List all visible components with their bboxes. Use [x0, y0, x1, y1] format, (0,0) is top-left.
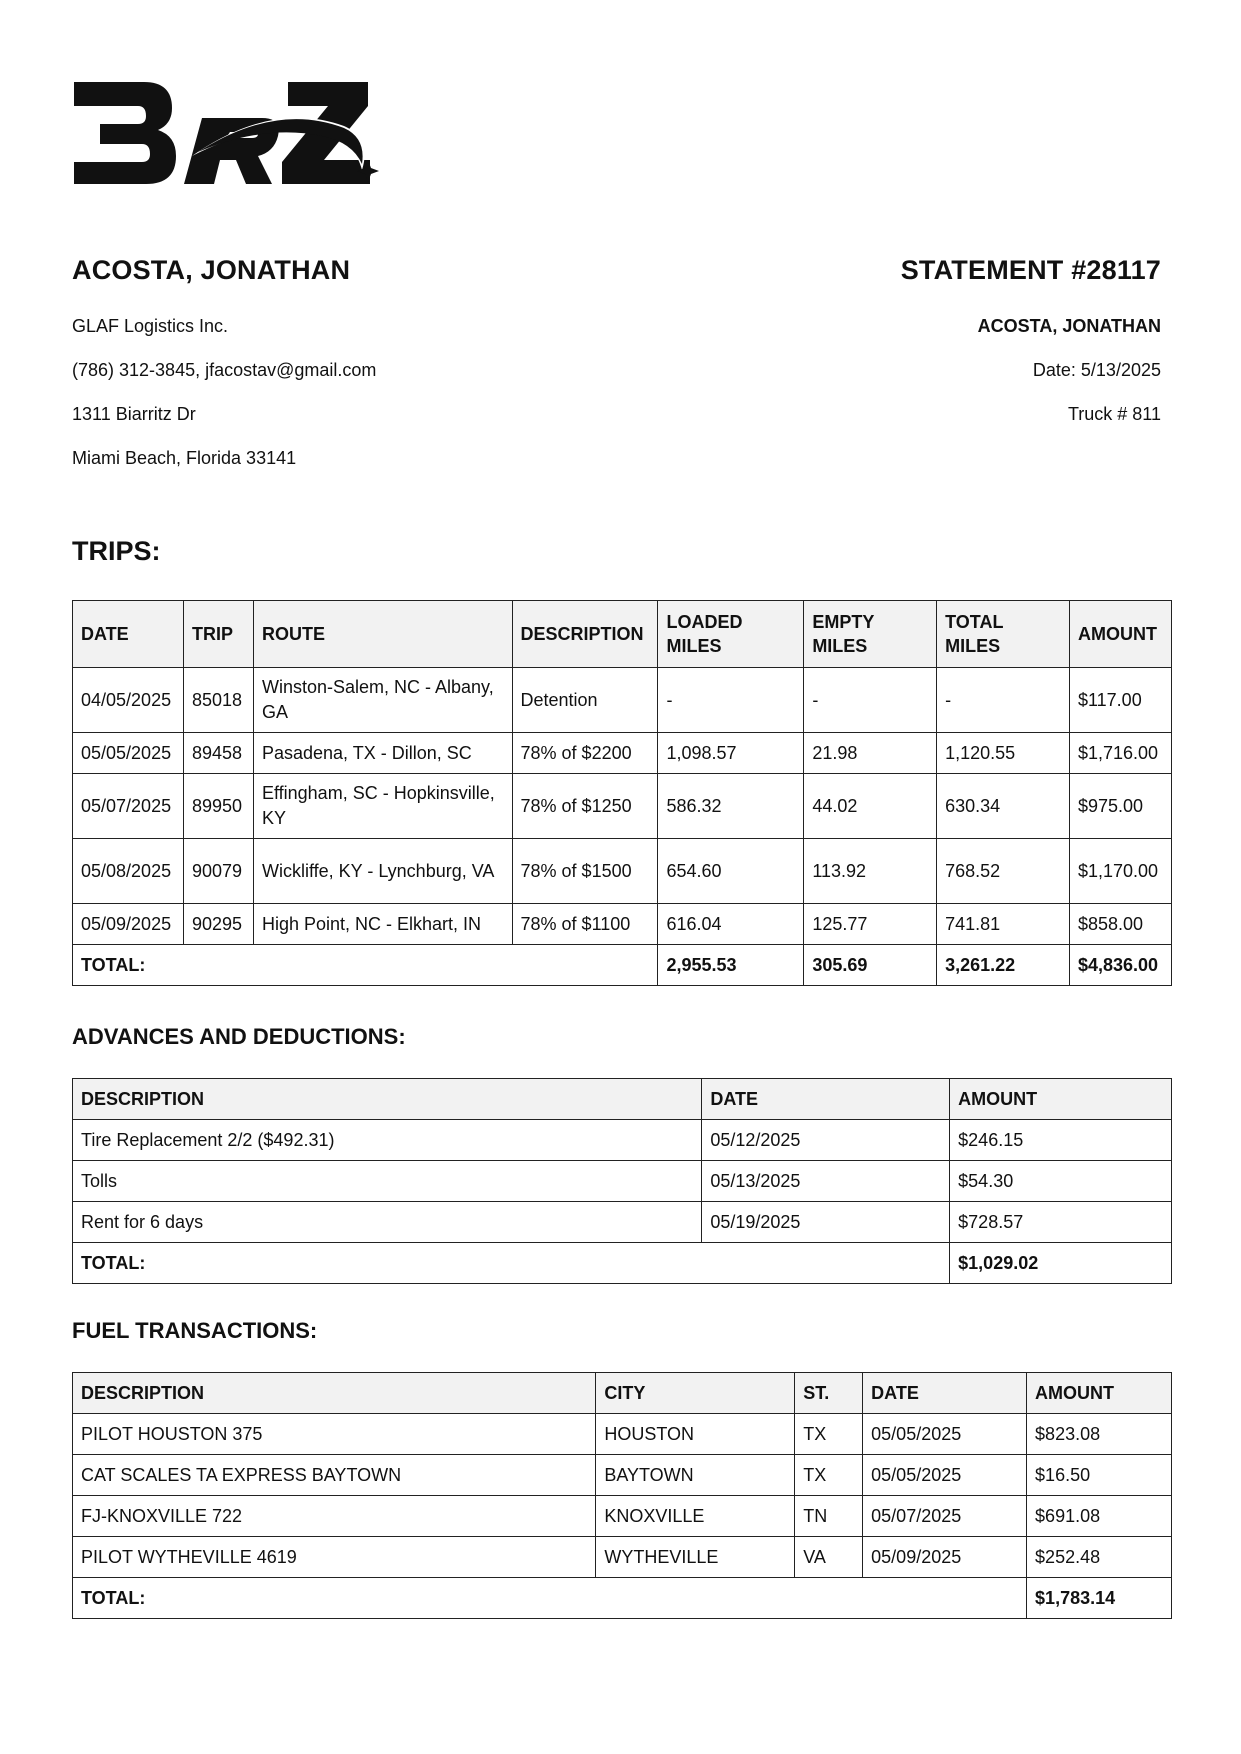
cell-amount: $117.00: [1069, 668, 1171, 733]
cell-description: PILOT WYTHEVILLE 4619: [73, 1537, 596, 1578]
cell-state: TX: [795, 1455, 863, 1496]
cell-route: Wickliffe, KY - Lynchburg, VA: [253, 839, 512, 904]
cell-state: VA: [795, 1537, 863, 1578]
cell-amount: $823.08: [1027, 1414, 1172, 1455]
table-row: [73, 733, 1172, 774]
cell-empty-miles: 125.77: [804, 904, 937, 945]
cell-total-miles: 1,120.55: [937, 733, 1070, 774]
total-row: [73, 1578, 1172, 1619]
company-logo: [72, 80, 382, 188]
cell-description: CAT SCALES TA EXPRESS BAYTOWN: [73, 1455, 596, 1496]
total-row: [73, 1243, 1172, 1284]
table-header-row: [73, 1373, 1172, 1414]
cell-empty-miles: 113.92: [804, 839, 937, 904]
cell-date: 05/07/2025: [863, 1496, 1027, 1537]
cell-description: 78% of $2200: [512, 733, 658, 774]
truck-number: Truck # 811: [1067, 404, 1161, 424]
cell-description: 78% of $1100: [512, 904, 658, 945]
cell-city: BAYTOWN: [596, 1455, 795, 1496]
col-description: DESCRIPTION: [512, 601, 658, 668]
cell-amount: $728.57: [950, 1202, 1172, 1243]
cell-route: High Point, NC - Elkhart, IN: [253, 904, 512, 945]
table-row: [73, 1496, 1172, 1537]
cell-city: HOUSTON: [596, 1414, 795, 1455]
cell-total-miles: -: [937, 668, 1070, 733]
cell-city: WYTHEVILLE: [596, 1537, 795, 1578]
cell-trip: 89950: [183, 774, 253, 839]
table-row: [73, 1414, 1172, 1455]
cell-loaded-miles: -: [658, 668, 804, 733]
cell-route: Effingham, SC - Hopkinsville, KY: [253, 774, 512, 839]
total-empty-miles: 305.69: [804, 945, 937, 986]
total-row: [73, 945, 1172, 986]
fuel-table: [72, 1372, 1172, 1619]
col-city: CITY: [596, 1373, 795, 1414]
total-amount: $4,836.00: [1069, 945, 1171, 986]
col-amount: AMOUNT: [1069, 601, 1171, 668]
col-date: DATE: [702, 1079, 950, 1120]
cell-date: 05/19/2025: [702, 1202, 950, 1243]
cell-empty-miles: -: [804, 668, 937, 733]
total-label: TOTAL:: [73, 1578, 1027, 1619]
cell-date: 05/07/2025: [73, 774, 184, 839]
statement-info: [978, 316, 1161, 448]
cell-trip: 90295: [183, 904, 253, 945]
address-line-2: Miami Beach, Florida 33141: [72, 448, 297, 468]
cell-description: 78% of $1250: [512, 774, 658, 839]
cell-trip: 90079: [183, 839, 253, 904]
col-total-miles: TOTAL MILES: [937, 601, 1070, 668]
cell-amount: $16.50: [1027, 1455, 1172, 1496]
cell-date: 05/05/2025: [863, 1455, 1027, 1496]
contact-info: (786) 312-3845, jfacostav@gmail.com: [72, 360, 377, 380]
col-date: DATE: [73, 601, 184, 668]
col-loaded-miles: LOADED MILES: [658, 601, 804, 668]
cell-amount: $1,170.00: [1069, 839, 1171, 904]
brz-logo-icon: [72, 80, 382, 188]
col-empty-miles: EMPTY MILES: [804, 601, 937, 668]
cell-loaded-miles: 616.04: [658, 904, 804, 945]
trips-table: [72, 600, 1172, 986]
statement-title: STATEMENT #28117: [900, 255, 1161, 285]
total-amount: $1,029.02: [950, 1243, 1172, 1284]
table-row: [73, 839, 1172, 904]
cell-date: 05/05/2025: [73, 733, 184, 774]
cell-trip: 89458: [183, 733, 253, 774]
cell-date: 05/05/2025: [863, 1414, 1027, 1455]
cell-amount: $975.00: [1069, 774, 1171, 839]
cell-loaded-miles: 1,098.57: [658, 733, 804, 774]
cell-state: TX: [795, 1414, 863, 1455]
total-label: TOTAL:: [73, 1243, 950, 1284]
col-description: DESCRIPTION: [73, 1079, 702, 1120]
cell-empty-miles: 44.02: [804, 774, 937, 839]
cell-date: 04/05/2025: [73, 668, 184, 733]
cell-route: Winston-Salem, NC - Albany, GA: [253, 668, 512, 733]
statement-date: Date: 5/13/2025: [1032, 360, 1161, 380]
col-amount: AMOUNT: [1027, 1373, 1172, 1414]
cell-date: 05/09/2025: [863, 1537, 1027, 1578]
statement-driver-name: ACOSTA, JONATHAN: [977, 316, 1161, 336]
driver-name-heading: ACOSTA, JONATHAN: [72, 255, 351, 285]
cell-description: Tire Replacement 2/2 ($492.31): [73, 1120, 702, 1161]
cell-description: PILOT HOUSTON 375: [73, 1414, 596, 1455]
cell-date: 05/08/2025: [73, 839, 184, 904]
col-date: DATE: [863, 1373, 1027, 1414]
table-header-row: [73, 1079, 1172, 1120]
cell-total-miles: 768.52: [937, 839, 1070, 904]
table-row: [73, 1537, 1172, 1578]
total-total-miles: 3,261.22: [937, 945, 1070, 986]
fuel-heading: FUEL TRANSACTIONS:: [72, 1318, 318, 1343]
col-description: DESCRIPTION: [73, 1373, 596, 1414]
cell-amount: $246.15: [950, 1120, 1172, 1161]
cell-date: 05/12/2025: [702, 1120, 950, 1161]
table-row: [73, 1120, 1172, 1161]
company-name: GLAF Logistics Inc.: [72, 316, 229, 336]
table-row: [73, 1202, 1172, 1243]
cell-description: Detention: [512, 668, 658, 733]
col-amount: AMOUNT: [950, 1079, 1172, 1120]
trips-heading: TRIPS:: [72, 536, 161, 566]
cell-amount: $252.48: [1027, 1537, 1172, 1578]
advances-table: [72, 1078, 1172, 1284]
col-route: ROUTE: [253, 601, 512, 668]
cell-description: 78% of $1500: [512, 839, 658, 904]
table-row: [73, 668, 1172, 733]
cell-route: Pasadena, TX - Dillon, SC: [253, 733, 512, 774]
cell-description: FJ-KNOXVILLE 722: [73, 1496, 596, 1537]
table-row: [73, 1455, 1172, 1496]
table-row: [73, 904, 1172, 945]
table-header-row: [73, 601, 1172, 668]
cell-amount: $54.30: [950, 1161, 1172, 1202]
cell-description: Rent for 6 days: [73, 1202, 702, 1243]
total-amount: $1,783.14: [1027, 1578, 1172, 1619]
total-label: TOTAL:: [73, 945, 658, 986]
col-trip: TRIP: [183, 601, 253, 668]
cell-date: 05/09/2025: [73, 904, 184, 945]
cell-amount: $858.00: [1069, 904, 1171, 945]
cell-empty-miles: 21.98: [804, 733, 937, 774]
cell-total-miles: 630.34: [937, 774, 1070, 839]
cell-state: TN: [795, 1496, 863, 1537]
cell-amount: $691.08: [1027, 1496, 1172, 1537]
cell-loaded-miles: 586.32: [658, 774, 804, 839]
table-row: [73, 774, 1172, 839]
cell-total-miles: 741.81: [937, 904, 1070, 945]
cell-loaded-miles: 654.60: [658, 839, 804, 904]
table-row: [73, 1161, 1172, 1202]
address-line-1: 1311 Biarritz Dr: [72, 404, 196, 424]
cell-amount: $1,716.00: [1069, 733, 1171, 774]
advances-heading: ADVANCES AND DEDUCTIONS:: [72, 1024, 406, 1049]
cell-trip: 85018: [183, 668, 253, 733]
total-loaded-miles: 2,955.53: [658, 945, 804, 986]
cell-description: Tolls: [73, 1161, 702, 1202]
col-state: ST.: [795, 1373, 863, 1414]
driver-info: [72, 316, 376, 492]
cell-date: 05/13/2025: [702, 1161, 950, 1202]
cell-city: KNOXVILLE: [596, 1496, 795, 1537]
